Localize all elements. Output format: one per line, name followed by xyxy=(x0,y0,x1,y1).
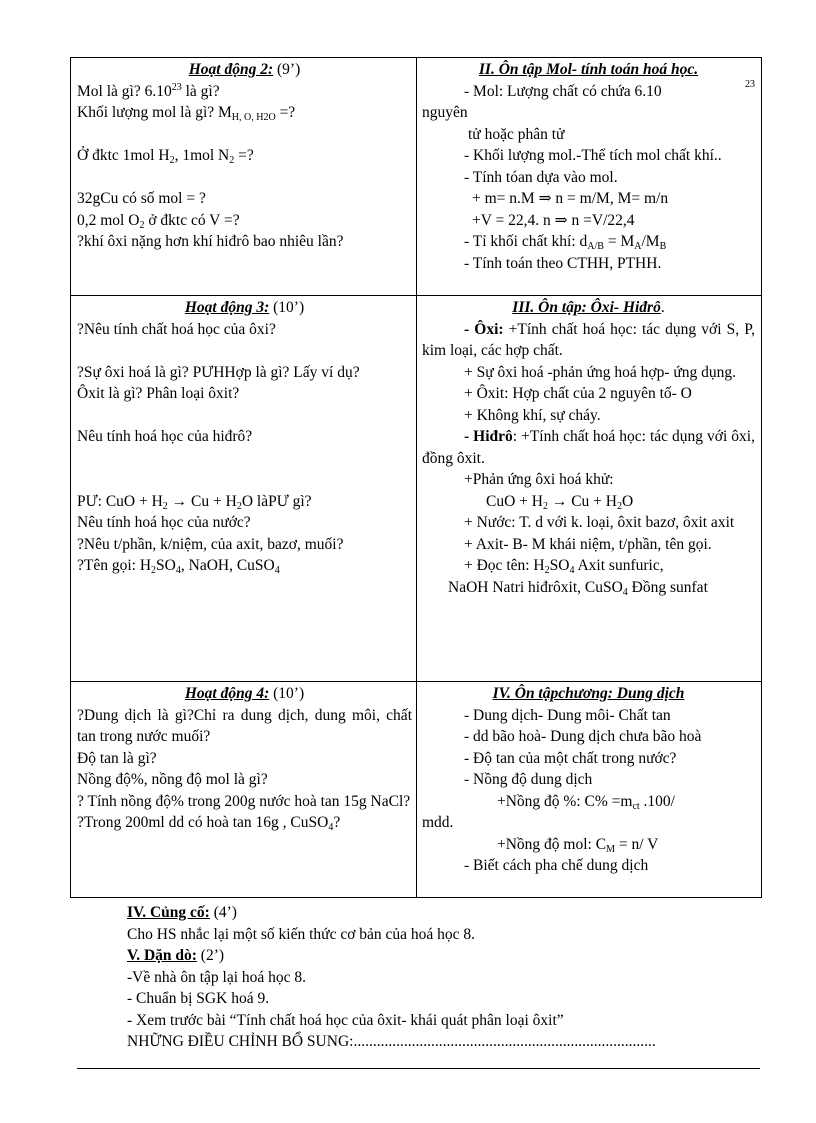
activity-3-title: Hoạt động 3: xyxy=(184,299,270,316)
table-row xyxy=(71,296,762,682)
lesson-table xyxy=(70,57,762,898)
section-2-title: II. Ôn tập Mol- tính toán hoá học. xyxy=(478,61,699,78)
review-oxygen-cell: III. Ôn tập: Ôxi- Hiđrô. - Ôxi: +Tính chất hoá học: tác dụng với S, P, kim loại, các hợp chất. + Sự ôxi hoá -phản ứng hoá hợp- ứng dụng. + Ôxit: Hợp chất của 2 nguyên tố- O + Không khí, sự cháy. - Hiđrô: +Tính chất hoá học: tác dụng với ôxi, đồng ôxit. +Phản ứng ôxi hoá khử: CuO + $H_2 \to Cu + H_2O$ + Nước: T. d với k. loại, ôxit bazơ, ôxit axit + Axit- B- M khái niệm, t/phần, tên gọi. + Đọc tên: $H_2SO_4$ Axit sunfuric, NaOH Natri hiđrôxit, CuSO$_4$ Đồng sunfat xyxy=(417,296,762,682)
consolidation-title: IV. Củng cố: xyxy=(127,904,210,921)
lesson-footer: IV. Củng cố: (4’) Cho HS nhắc lại một số kiến thức cơ bản của hoá học 8. V. Dặn dò: (2’) -Về nhà ôn tập lại hoá học 8. - Chuẩn bị SGK hoá 9. - Xem trước bài “Tính chất hoá học của ôxit- khái quát phân loại ôxit” NHỮNG ĐIỀU CHỈNH BỔ SUNG:.............................................................................. xyxy=(127,902,767,1053)
homework-title: V. Dặn dò: xyxy=(127,947,197,964)
section-3-title: III. Ôn tập: Ôxi- Hiđrô xyxy=(512,299,661,316)
section-4-title: IV. Ôn tậpchương: Dung dịch xyxy=(492,685,685,702)
footer-divider xyxy=(77,1068,760,1069)
activity-4-title: Hoạt động 4: xyxy=(184,685,270,702)
table-row xyxy=(71,682,762,898)
adjustment-line: NHỮNG ĐIỀU CHỈNH BỔ SUNG:.............................................................................. xyxy=(127,1033,656,1050)
activity-4-cell: Hoạt động 4: (10’) ?Dung dịch là gì?Chỉ ra dung dịch, dung môi, chất tan trong nước muối? Độ tan là gì? Nồng độ%, nồng độ mol là gì? ? Tính nồng độ% trong 200g nước hoà tan 15g NaCl? ?Trong 200ml dd có hoà tan 16g , CuSO$_4$? xyxy=(71,682,417,898)
review-mol-cell: II. Ôn tập Mol- tính toán hoá học. - Mol: Lượng chất có chứa 6.10 23 nguyên tử hoặc phân tử - Khối lượng mol.-Thể tích mol chất khí.. - Tính tóan dựa vào mol. + m= n.M ⇒ n = m/M, M= m/n +V = 22,4. n ⇒ n =V/22,4 - Tỉ khối chất khí: $d_{A/B} = M_A/M_B$ - Tính toán theo CTHH, PTHH. xyxy=(417,58,762,296)
activity-2-title: Hoạt động 2: xyxy=(188,61,274,78)
activity-3-cell: Hoạt động 3: (10’) ?Nêu tính chất hoá học của ôxi? ?Sự ôxi hoá là gì? PƯHHợp là gì? Lấy ví dụ? Ôxit là gì? Phân loại ôxit? Nêu tính hoá học của hiđrô? PƯ: CuO + $H_2 \to Cu + H_2O$ làPƯ gì? Nêu tính hoá học của nước? ?Nêu t/phần, k/niệm, của axit, bazơ, muối? ?Tên gọi: $H_2SO_4$, NaOH, CuSO$_4$ xyxy=(71,296,417,682)
activity-2-cell: Hoạt động 2: (9’) Mol là gì? 6.10$^{23}$ là gì? Khối lượng mol là gì? $M_{H, O, H2O}$ =? Ở đktc 1mol $H_2$, 1mol $N_2$ =? 32gCu có số mol = ? 0,2 mol $O_2$ ở đktc có V =? ?khí ôxi nặng hơn khí hiđrô bao nhiêu lần? xyxy=(71,58,417,296)
review-solution-cell: IV. Ôn tậpchương: Dung dịch - Dung dịch- Dung môi- Chất tan - dd bão hoà- Dung dịch chưa bão hoà - Độ tan của một chất trong nước? - Nồng độ dung dịch +Nồng độ %: $C\% =m_{ct}$ .100/ mdd. +Nồng độ mol: $C_M = n/$ V - Biết cách pha chế dung dịch xyxy=(417,682,762,898)
table-row xyxy=(71,58,762,296)
